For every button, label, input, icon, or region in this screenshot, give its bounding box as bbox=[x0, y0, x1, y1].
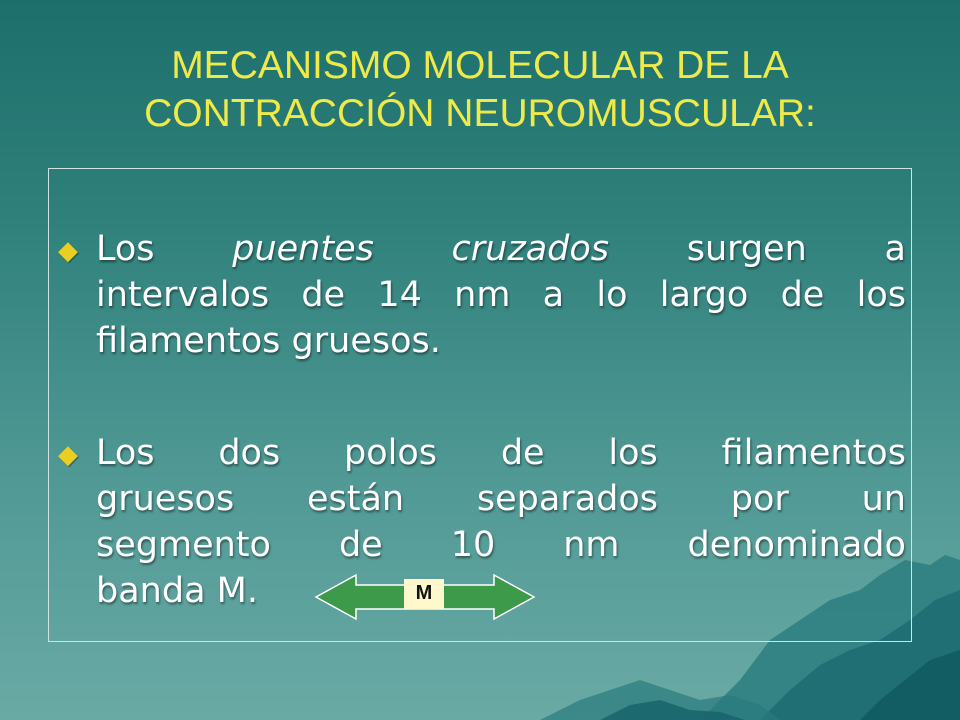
slide-title bbox=[60, 42, 900, 138]
word: a bbox=[884, 229, 906, 269]
slide-title-line-1: MECANISMO MOLECULAR DE LA bbox=[171, 44, 789, 87]
word: a bbox=[542, 275, 565, 315]
word: gruesos. bbox=[291, 321, 441, 361]
word: surgen bbox=[686, 229, 807, 269]
word: lo bbox=[596, 275, 628, 315]
word: los bbox=[608, 433, 658, 473]
word: nm bbox=[563, 525, 620, 565]
word: intervalos bbox=[96, 275, 270, 315]
word-italic: puentes bbox=[232, 229, 374, 269]
bullet-1-line-3 bbox=[96, 318, 906, 364]
diamond-bullet-icon: ◆ bbox=[58, 440, 78, 470]
word: un bbox=[861, 479, 906, 519]
word: segmento bbox=[96, 525, 271, 565]
bullet-2-line-1 bbox=[96, 430, 906, 476]
bullet-1-line-1 bbox=[96, 226, 906, 272]
slide-title-line-2: CONTRACCIÓN NEUROMUSCULAR: bbox=[144, 92, 816, 135]
word: de bbox=[301, 275, 346, 315]
word: nm bbox=[454, 275, 511, 315]
bullet-item-1 bbox=[58, 226, 906, 364]
word: por bbox=[730, 479, 789, 519]
diamond-bullet-icon: ◆ bbox=[58, 236, 78, 266]
word: largo bbox=[659, 275, 749, 315]
bullet-2-line-3 bbox=[96, 522, 906, 568]
word: filamentos bbox=[96, 321, 281, 361]
bullet-2-line-2 bbox=[96, 476, 906, 522]
bullet-1-line-2 bbox=[96, 272, 906, 318]
word: denominado bbox=[687, 525, 906, 565]
word-italic: cruzados bbox=[451, 229, 610, 269]
word: 10 bbox=[450, 525, 496, 565]
m-band-label: M bbox=[404, 579, 444, 609]
word: de bbox=[338, 525, 383, 565]
word: de bbox=[500, 433, 545, 473]
word: de bbox=[780, 275, 825, 315]
word: M. bbox=[216, 571, 258, 611]
word: los bbox=[856, 275, 906, 315]
word: separados bbox=[476, 479, 659, 519]
word: dos bbox=[218, 433, 281, 473]
word: están bbox=[306, 479, 405, 519]
word: 14 bbox=[377, 275, 422, 315]
word: gruesos bbox=[96, 479, 235, 519]
word: filamentos bbox=[721, 433, 906, 473]
word: banda bbox=[96, 571, 206, 611]
word: Los bbox=[96, 229, 155, 269]
word: Los bbox=[96, 433, 155, 473]
word: polos bbox=[344, 433, 438, 473]
